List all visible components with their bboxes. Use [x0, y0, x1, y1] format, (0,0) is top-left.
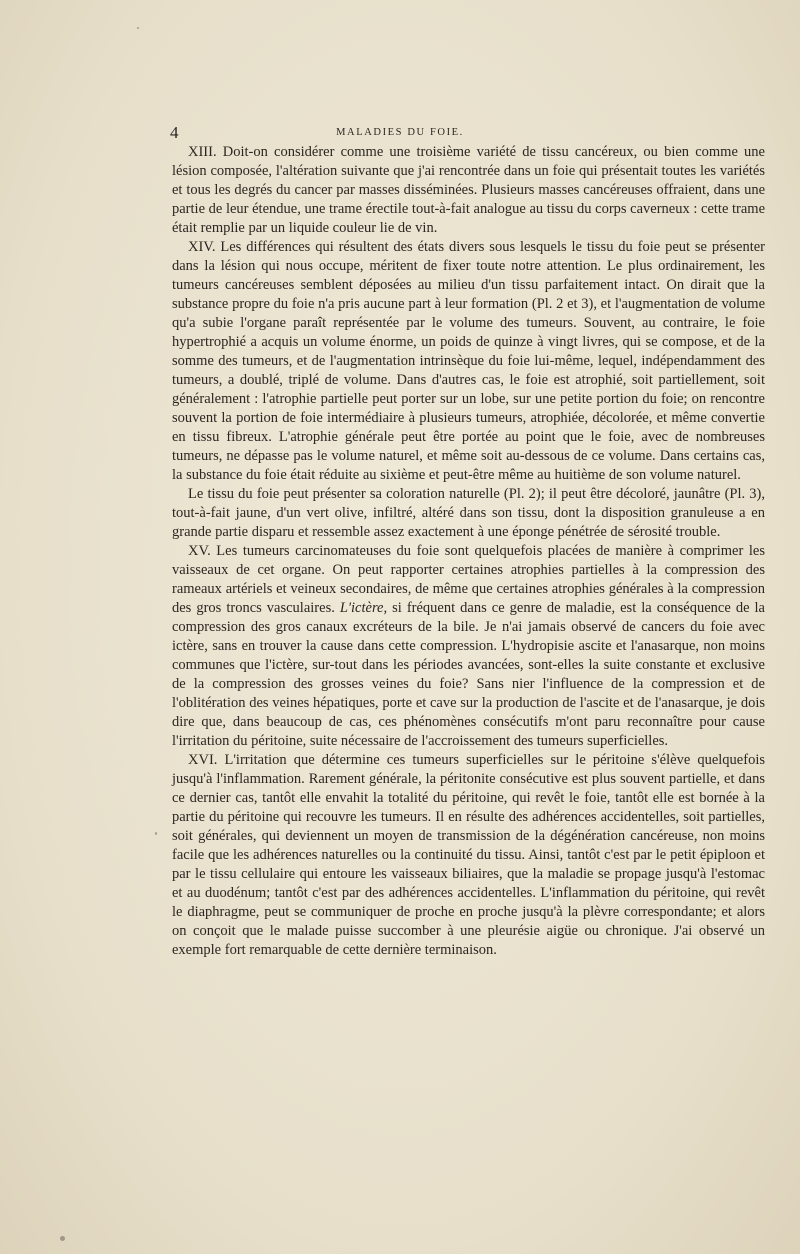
paragraph-xvi: [172, 751, 765, 960]
paragraph-text: XV. Les tumeurs carcinomateuses du foie sont quelquefois placées de manière à comprimer les vaisseaux de cet organe. On peut rapporter certaines atrophies partielles à la compression des rameaux artériels et veineux secondaires, de même que certaines atrophies générales à la compression des gros troncs vasculaires.: [172, 543, 765, 616]
paper-speck: [60, 1236, 65, 1241]
paragraph-xiii: [172, 143, 765, 238]
paper-speck: [155, 832, 157, 835]
paragraph-text: XIII. Doit-on considérer comme une troisième variété de tissu cancéreux, ou bien comme une lésion composée, l'altération suivante que j'ai rencontrée dans un foie qui présentait toutes les variétés et tous les degrés du cancer par masses disséminées. Plusieurs masses cancéreuses offraient, dans une partie de leur étendue, une trame érectile tout-à-fait analogue au tissu du corps caverneux : cette trame était remplie par un liquide couleur lie de vin.: [172, 144, 766, 236]
paragraph-text: XIV. Les différences qui résultent des états divers sous lesquels le tissu du foie peut se présenter dans la lésion qui nous occupe, méritent de fixer toute notre attention. Le plus ordinairement, les tumeurs cancéreuses semblent déposées au milieu d'un tissu parfaitement intact. On dirait que la substance propre du foie n'a pris aucune part à leur formation (Pl. 2 et 3), et l'augmentation de volume qu'a subie l'organe paraît représentée par le volume des tumeurs. Souvent, au contraire, le foie hypertrophié a acquis un volume énorme, un poids de quinze à vingt livres, qui se compose, et de la somme des tumeurs, et de l'augmentation intrinsèque du foie lui-même, lequel, indépendamment des tumeurs, a doublé, triplé de volume. Dans d'autres cas, le foie est atrophié, soit partiellement, soit généralement : l'atrophie partielle peut porter sur un lobe, sur une petite portion du foie; on rencontre souvent la portion de foie intermédiaire à plusieurs tumeurs, atrophiée, décolorée, et même convertie en tissu fibreux. L'atrophie générale peut être portée au point que le foie, avec de nombreuses tumeurs, ne dépasse pas le volume naturel, et même soit au-dessous de ce volume. Dans certains cas, la substance du foie était réduite au sixième et peut-être même au huitième de son volume naturel.: [172, 239, 765, 483]
paragraph-text: XVI. L'irritation que détermine ces tumeurs superficielles sur le péritoine s'élève quelquefois jusqu'à l'inflammation. Rarement générale, la péritonite consécutive est plus souvent partielle, et dans ce dernier cas, tantôt elle envahit la totalité du péritoine, qui revêt le foie, tantôt elle est bornée à la partie du péritoine qui recouvre les tumeurs. Il en résulte des adhérences accidentelles, soit partielles, soit générales, qui deviennent un moyen de transmission de la dégénération cancéreuse, non moins facile que les adhérences naturelles ou la continuité du tissu. Ainsi, tantôt c'est par le petit épiploon et par le tissu cellulaire qui entoure les vaisseaux biliaires, que la maladie se propage jusqu'à l'estomac et au duodénum; tantôt c'est par des adhérences accidentelles. L'inflammation du péritoine, qui revêt le diaphragme, peut se communiquer de proche en proche jusqu'à la plèvre correspondante; et alors on conçoit que le malade puisse succomber à une pleurésie aigüe ou chronique. J'ai observé un exemple fort remarquable de cette dernière terminaison.: [172, 752, 765, 958]
paper-speck: [137, 27, 139, 29]
running-title: MALADIES DU FOIE.: [336, 127, 464, 138]
paragraph-text: Le tissu du foie peut présenter sa coloration naturelle (Pl. 2); il peut être décoloré, jaunâtre (Pl. 3), tout-à-fait jaune, d'un vert olive, infiltré, altéré dans son tissu, dont la disposition granuleuse a en grande partie disparu et ressemble assez exactement à une éponge pénétrée de sérosité trouble.: [172, 486, 765, 540]
paragraph-text: si fréquent dans ce genre de maladie, est la conséquence de la compression des gros canaux excréteurs de la bile. Je n'ai jamais observé de cancers du foie avec ictère, sans en trouver la cause dans cette compression. L'hydropisie ascite et l'anasarque, non moins communes que l'ictère, sur-tout dans les périodes avancées, sont-elles la suite constante et exclusive de la compression des grosses veines du foie? Sans nier l'influence de la compression et de l'oblitération des veines hépatiques, porte et cave sur la production de l'ascite et de l'anasarque, je dois dire que, dans beaucoup de cas, ces phénomènes consécutifs m'ont paru reconnaître pour cause l'irritation du péritoine, suite nécessaire de l'accroissement des tumeurs superficielles.: [172, 600, 765, 749]
body-text: [172, 143, 765, 960]
italic-term: L'ictère,: [339, 600, 388, 616]
page-number: 4: [170, 123, 179, 142]
paragraph-xiv: [172, 238, 765, 485]
page-header: [0, 124, 800, 142]
paragraph-xv: [172, 542, 765, 751]
paragraph-liver-tissue: [172, 485, 765, 542]
